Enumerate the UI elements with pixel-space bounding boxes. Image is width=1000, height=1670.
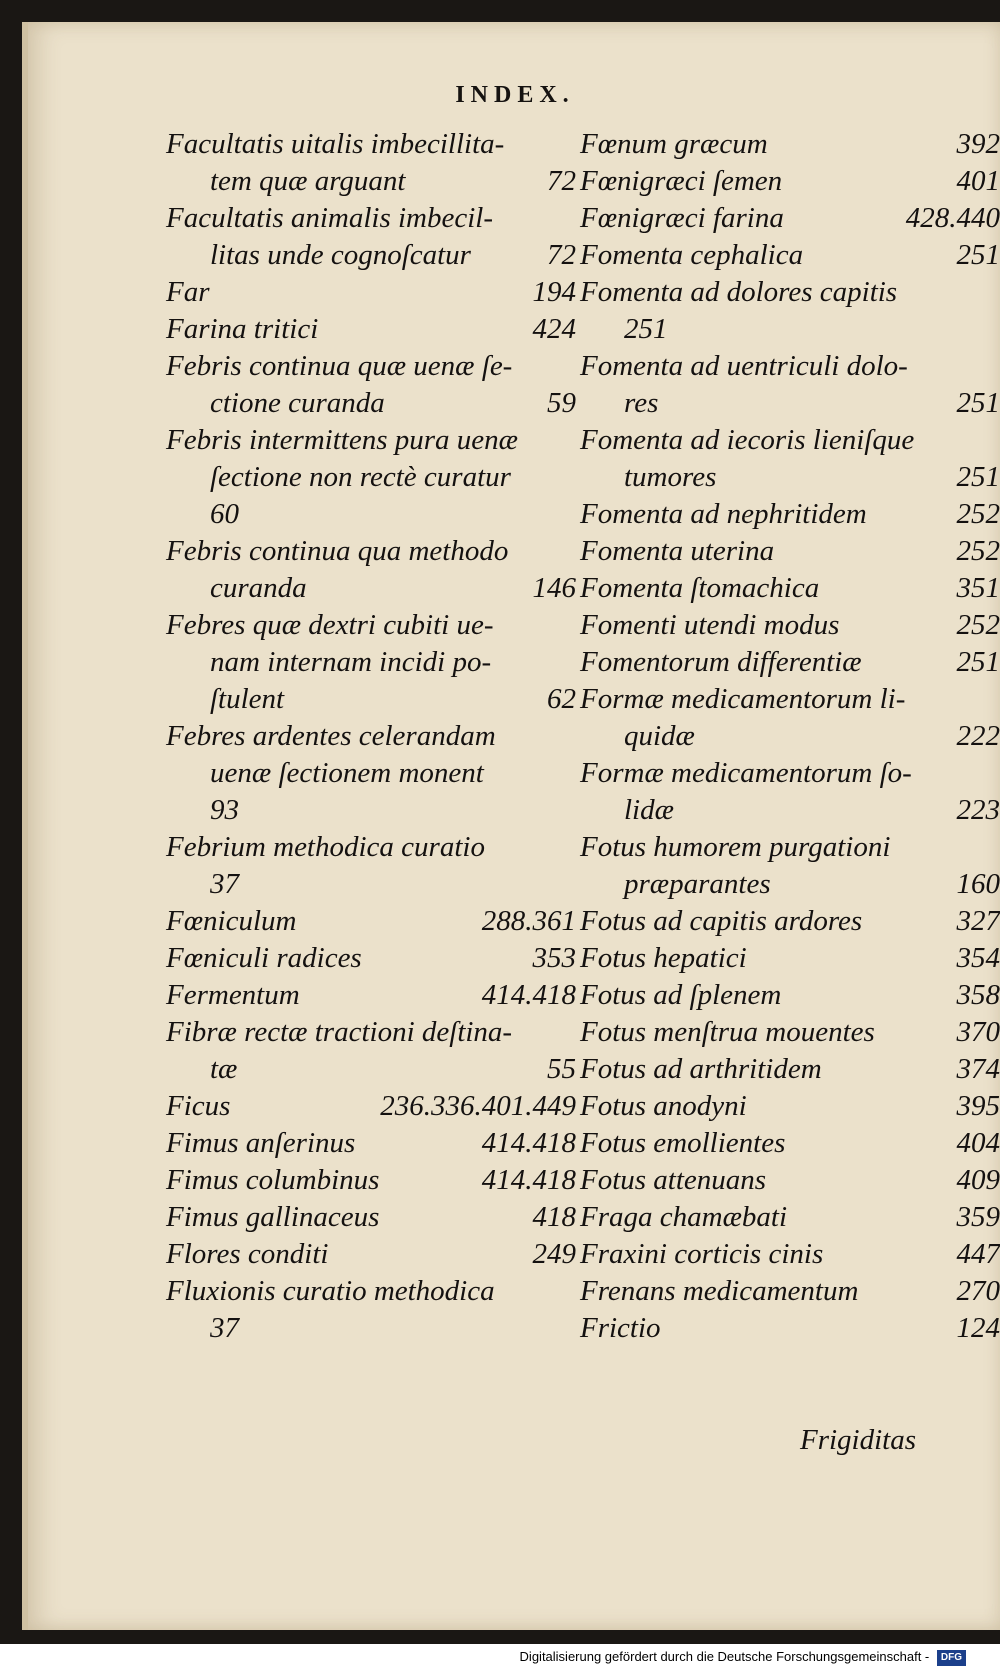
index-entry-text: nam internam incidi po- [210,646,492,678]
index-entry [166,200,576,274]
index-entry [580,755,1000,829]
index-entry-text: Fimus columbinus [166,1164,380,1196]
index-page-number: 327 [956,905,1000,937]
index-page-number: 447 [956,1238,1000,1270]
index-entry [580,681,1000,755]
index-entry [580,496,1000,533]
index-page-number: 37 [210,1312,239,1344]
index-entry [580,163,1000,200]
digitization-footer [0,1644,1000,1670]
index-entry [580,903,1000,940]
index-entry [580,1125,1000,1162]
index-page-number: 424 [532,313,576,345]
index-entry-text: Ficus [166,1090,231,1122]
index-entry-text: Fotus ad ſplenem [580,979,782,1011]
index-entry [166,718,576,829]
index-entry-text: tumores [624,461,717,493]
index-entry-text [166,1051,576,1088]
index-entry [580,1051,1000,1088]
index-entry-text [580,1088,1000,1125]
index-entry-text [580,200,1000,237]
index-entry [166,1162,576,1199]
index-page-number: 124 [956,1312,1000,1344]
index-entry-text [166,570,576,607]
index-entry-text [580,1162,1000,1199]
index-entry-text: Frenans medicamentum [580,1275,859,1307]
index-entry-text: Fotus humorem purgationi [580,831,891,863]
index-entry [580,1310,1000,1347]
index-entry-text [580,792,1000,829]
index-entry [580,1273,1000,1310]
index-page-number: 270 [956,1275,1000,1307]
index-page-number: 37 [210,868,239,900]
index-entry-text: uenæ ſectionem monent [210,757,484,789]
index-entry-text: Fotus hepatici [580,942,747,974]
index-entry [580,1236,1000,1273]
index-page-number: 146 [532,572,576,604]
index-entry-text [580,1236,1000,1273]
index-entry-text: ſtulent [210,683,285,715]
index-page-number: 414.418 [481,1127,576,1159]
index-entry [166,1125,576,1162]
index-entry-text: Frictio [580,1312,661,1344]
index-entry-text [166,311,576,348]
index-entry-text [580,607,1000,644]
index-entry-text: tæ [210,1053,238,1085]
footer-text: Digitalisierung gefördert durch die Deutsche Forschungsgemeinschaft - [519,1649,930,1664]
index-entry-text: Fomenta cephalica [580,239,804,271]
index-page-number: 62 [547,683,576,715]
dfg-logo: DFG [937,1650,966,1666]
index-entry-text: Fraga chamæbati [580,1201,788,1233]
index-entry-text [166,1088,576,1125]
index-page-number: 60 [210,498,239,530]
index-entry-text [580,718,1000,755]
index-page-number: 414.418 [481,979,576,1011]
index-entry-text: Fraxini corticis cinis [580,1238,824,1270]
index-entry-text: res [624,387,659,419]
index-page-number: 222 [956,720,1000,752]
index-entry-text: quidæ [624,720,695,752]
index-page-number: 358 [956,979,1000,1011]
index-entry-text: Fœniculi radices [166,942,362,974]
index-entry [580,977,1000,1014]
index-page-number: 418 [532,1201,576,1233]
index-entry-text: Fomenta ad iecoris lieniſque [580,424,915,456]
index-entry-text: Fibræ rectæ tractioni deſtina- [166,1016,513,1048]
index-entry [166,1088,576,1125]
index-entry [166,348,576,422]
index-page-number: 351 [956,572,1000,604]
index-page-number: 404 [956,1127,1000,1159]
index-entry-text [580,570,1000,607]
index-entry-text [580,1125,1000,1162]
index-entry-text: Formæ medicamentorum li- [580,683,906,715]
index-entry [166,274,576,311]
index-entry [166,422,576,533]
index-entry-text: Fomenta ad uentriculi dolo- [580,350,908,382]
index-entry-text: Fomenta ſtomachica [580,572,820,604]
index-page-number: 251 [956,461,1000,493]
index-entry-text: tem quæ arguant [210,165,406,197]
index-entry-text: lidæ [624,794,674,826]
index-page-number: 252 [956,535,1000,567]
index-entry-text: Facultatis uitalis imbecillita- [166,128,505,160]
index-entry [166,1014,576,1088]
index-entry-text: Fotus ad arthritidem [580,1053,822,1085]
index-entry-text [580,237,1000,274]
index-entry-text [166,237,576,274]
index-entry-text: litas unde cognoſcatur [210,239,471,271]
index-entry [580,200,1000,237]
index-page-number: 359 [956,1201,1000,1233]
index-page-number: 374 [956,1053,1000,1085]
index-page-number: 55 [547,1053,576,1085]
index-column-right [580,126,1000,1347]
index-entry-text: Fotus emollientes [580,1127,786,1159]
index-page-number: 354 [956,942,1000,974]
index-entry-text: curanda [210,572,307,604]
index-entry-text: Far [166,276,210,308]
index-entry [580,829,1000,903]
index-entry-text: Febres quæ dextri cubiti ue- [166,609,494,641]
index-page-number: 249 [532,1238,576,1270]
index-entry-text [580,385,1000,422]
index-entry [166,903,576,940]
index-entry-text: Fomentorum differentiæ [580,646,862,678]
index-entry [166,533,576,607]
index-entry-text: Fluxionis curatio methodica [166,1275,495,1307]
catchword: Frigiditas [800,1424,917,1456]
index-entry-text: Febris intermittens pura uenæ [166,424,519,456]
index-entry-text: ſectione non rectè curatur [210,461,511,493]
index-entry [580,348,1000,422]
index-entry [580,1199,1000,1236]
index-entry [166,977,576,1014]
index-entry-text: Fœnigræci ſemen [580,165,783,197]
index-entry-text: Fomenta ad nephritidem [580,498,867,530]
index-entry-text [166,1162,576,1199]
page-header: INDEX. [455,82,575,108]
index-entry-text: Fotus anodyni [580,1090,747,1122]
index-page-number: 409 [956,1164,1000,1196]
index-entry-text [580,126,1000,163]
index-entry-text: Farina tritici [166,313,319,345]
index-page-number: 252 [956,498,1000,530]
index-entry-text [166,163,576,200]
index-page-number: 93 [210,794,239,826]
index-entry [580,1162,1000,1199]
index-entry [166,1236,576,1273]
index-entry-text: Fomenti utendi modus [580,609,840,641]
index-column-left [166,126,576,1347]
index-entry-text [580,1310,1000,1347]
index-entry [580,533,1000,570]
index-page-number: 72 [547,165,576,197]
index-entry [580,644,1000,681]
index-entry-text: Febris continua qua methodo [166,535,509,567]
index-entry-text: Fotus attenuans [580,1164,767,1196]
index-page-number: 395 [956,1090,1000,1122]
index-entry [580,1014,1000,1051]
index-entry-text [580,977,1000,1014]
index-entry-text [166,385,576,422]
index-page-number: 194 [532,276,576,308]
index-entry-text [580,496,1000,533]
index-entry [166,311,576,348]
index-entry [166,126,576,200]
index-entry-text: Fœnigræci farina [580,202,784,234]
index-entry-text: Febris continua quæ uenæ ſe- [166,350,513,382]
index-entry-text: Fotus ad capitis ardores [580,905,863,937]
index-entry-text: Fomenta uterina [580,535,775,567]
index-entry-text [580,866,1000,903]
index-page-number: 370 [956,1016,1000,1048]
index-page-number: 236.336.401.449 [380,1090,576,1122]
index-entry [166,1199,576,1236]
index-entry-text: Fomenta ad dolores capitis [580,276,898,308]
index-entry-text: Fimus gallinaceus [166,1201,380,1233]
index-entry-text: Febrium methodica curatio [166,831,485,863]
index-entry-text [166,1236,576,1273]
index-entry-text [580,644,1000,681]
index-entry-text [580,940,1000,977]
index-entry-text [166,1125,576,1162]
index-entry-text [166,1199,576,1236]
index-page-number: 160 [956,868,1000,900]
index-entry-text: Facultatis animalis imbecil- [166,202,494,234]
index-entry [580,1088,1000,1125]
index-page-number: 251 [956,646,1000,678]
index-entry [580,570,1000,607]
index-entry-text [166,940,576,977]
index-entry-text [580,533,1000,570]
index-entry-text [580,1014,1000,1051]
index-page-number: 414.418 [481,1164,576,1196]
index-page-number: 428.440 [905,202,1000,234]
index-entry-text: Fimus anſerinus [166,1127,356,1159]
index-page-number: 59 [547,387,576,419]
index-entry [166,829,576,903]
index-page-number: 251 [956,239,1000,271]
index-entry-text [580,1199,1000,1236]
index-page-number: 72 [547,239,576,271]
index-entry [580,607,1000,644]
index-entry-text: ctione curanda [210,387,385,419]
index-page-number: 353 [532,942,576,974]
index-entry-text [580,1051,1000,1088]
index-entry-text: Fœnum græcum [580,128,768,160]
index-page-number: 392 [956,128,1000,160]
index-page-number: 251 [956,387,1000,419]
index-entry [166,607,576,718]
index-entry [580,274,1000,348]
book-page [22,22,1000,1630]
index-page-number: 251 [624,313,668,345]
index-entry-text [166,681,576,718]
index-entry-text: Fermentum [166,979,300,1011]
index-entry-text: Fotus menſtrua mouentes [580,1016,875,1048]
index-page-number: 288.361 [481,905,576,937]
index-entry-text: Fœniculum [166,905,297,937]
index-entry-text: Formæ medicamentorum ſo- [580,757,912,789]
index-entry [166,1273,576,1347]
index-entry-text [580,903,1000,940]
index-entry [580,126,1000,163]
index-entry [580,940,1000,977]
index-page-number: 401 [956,165,1000,197]
index-page-number: 252 [956,609,1000,641]
index-entry-text [580,163,1000,200]
index-entry-text: Febres ardentes celerandam [166,720,496,752]
index-entry-text [166,977,576,1014]
index-entry-text [166,903,576,940]
index-entry [580,422,1000,496]
index-entry [166,940,576,977]
index-entry-text [580,1273,1000,1310]
index-entry-text [166,274,576,311]
index-entry [580,237,1000,274]
index-entry-text: Flores conditi [166,1238,329,1270]
index-entry-text [580,459,1000,496]
index-entry-text: præparantes [624,868,771,900]
index-page-number: 223 [956,794,1000,826]
